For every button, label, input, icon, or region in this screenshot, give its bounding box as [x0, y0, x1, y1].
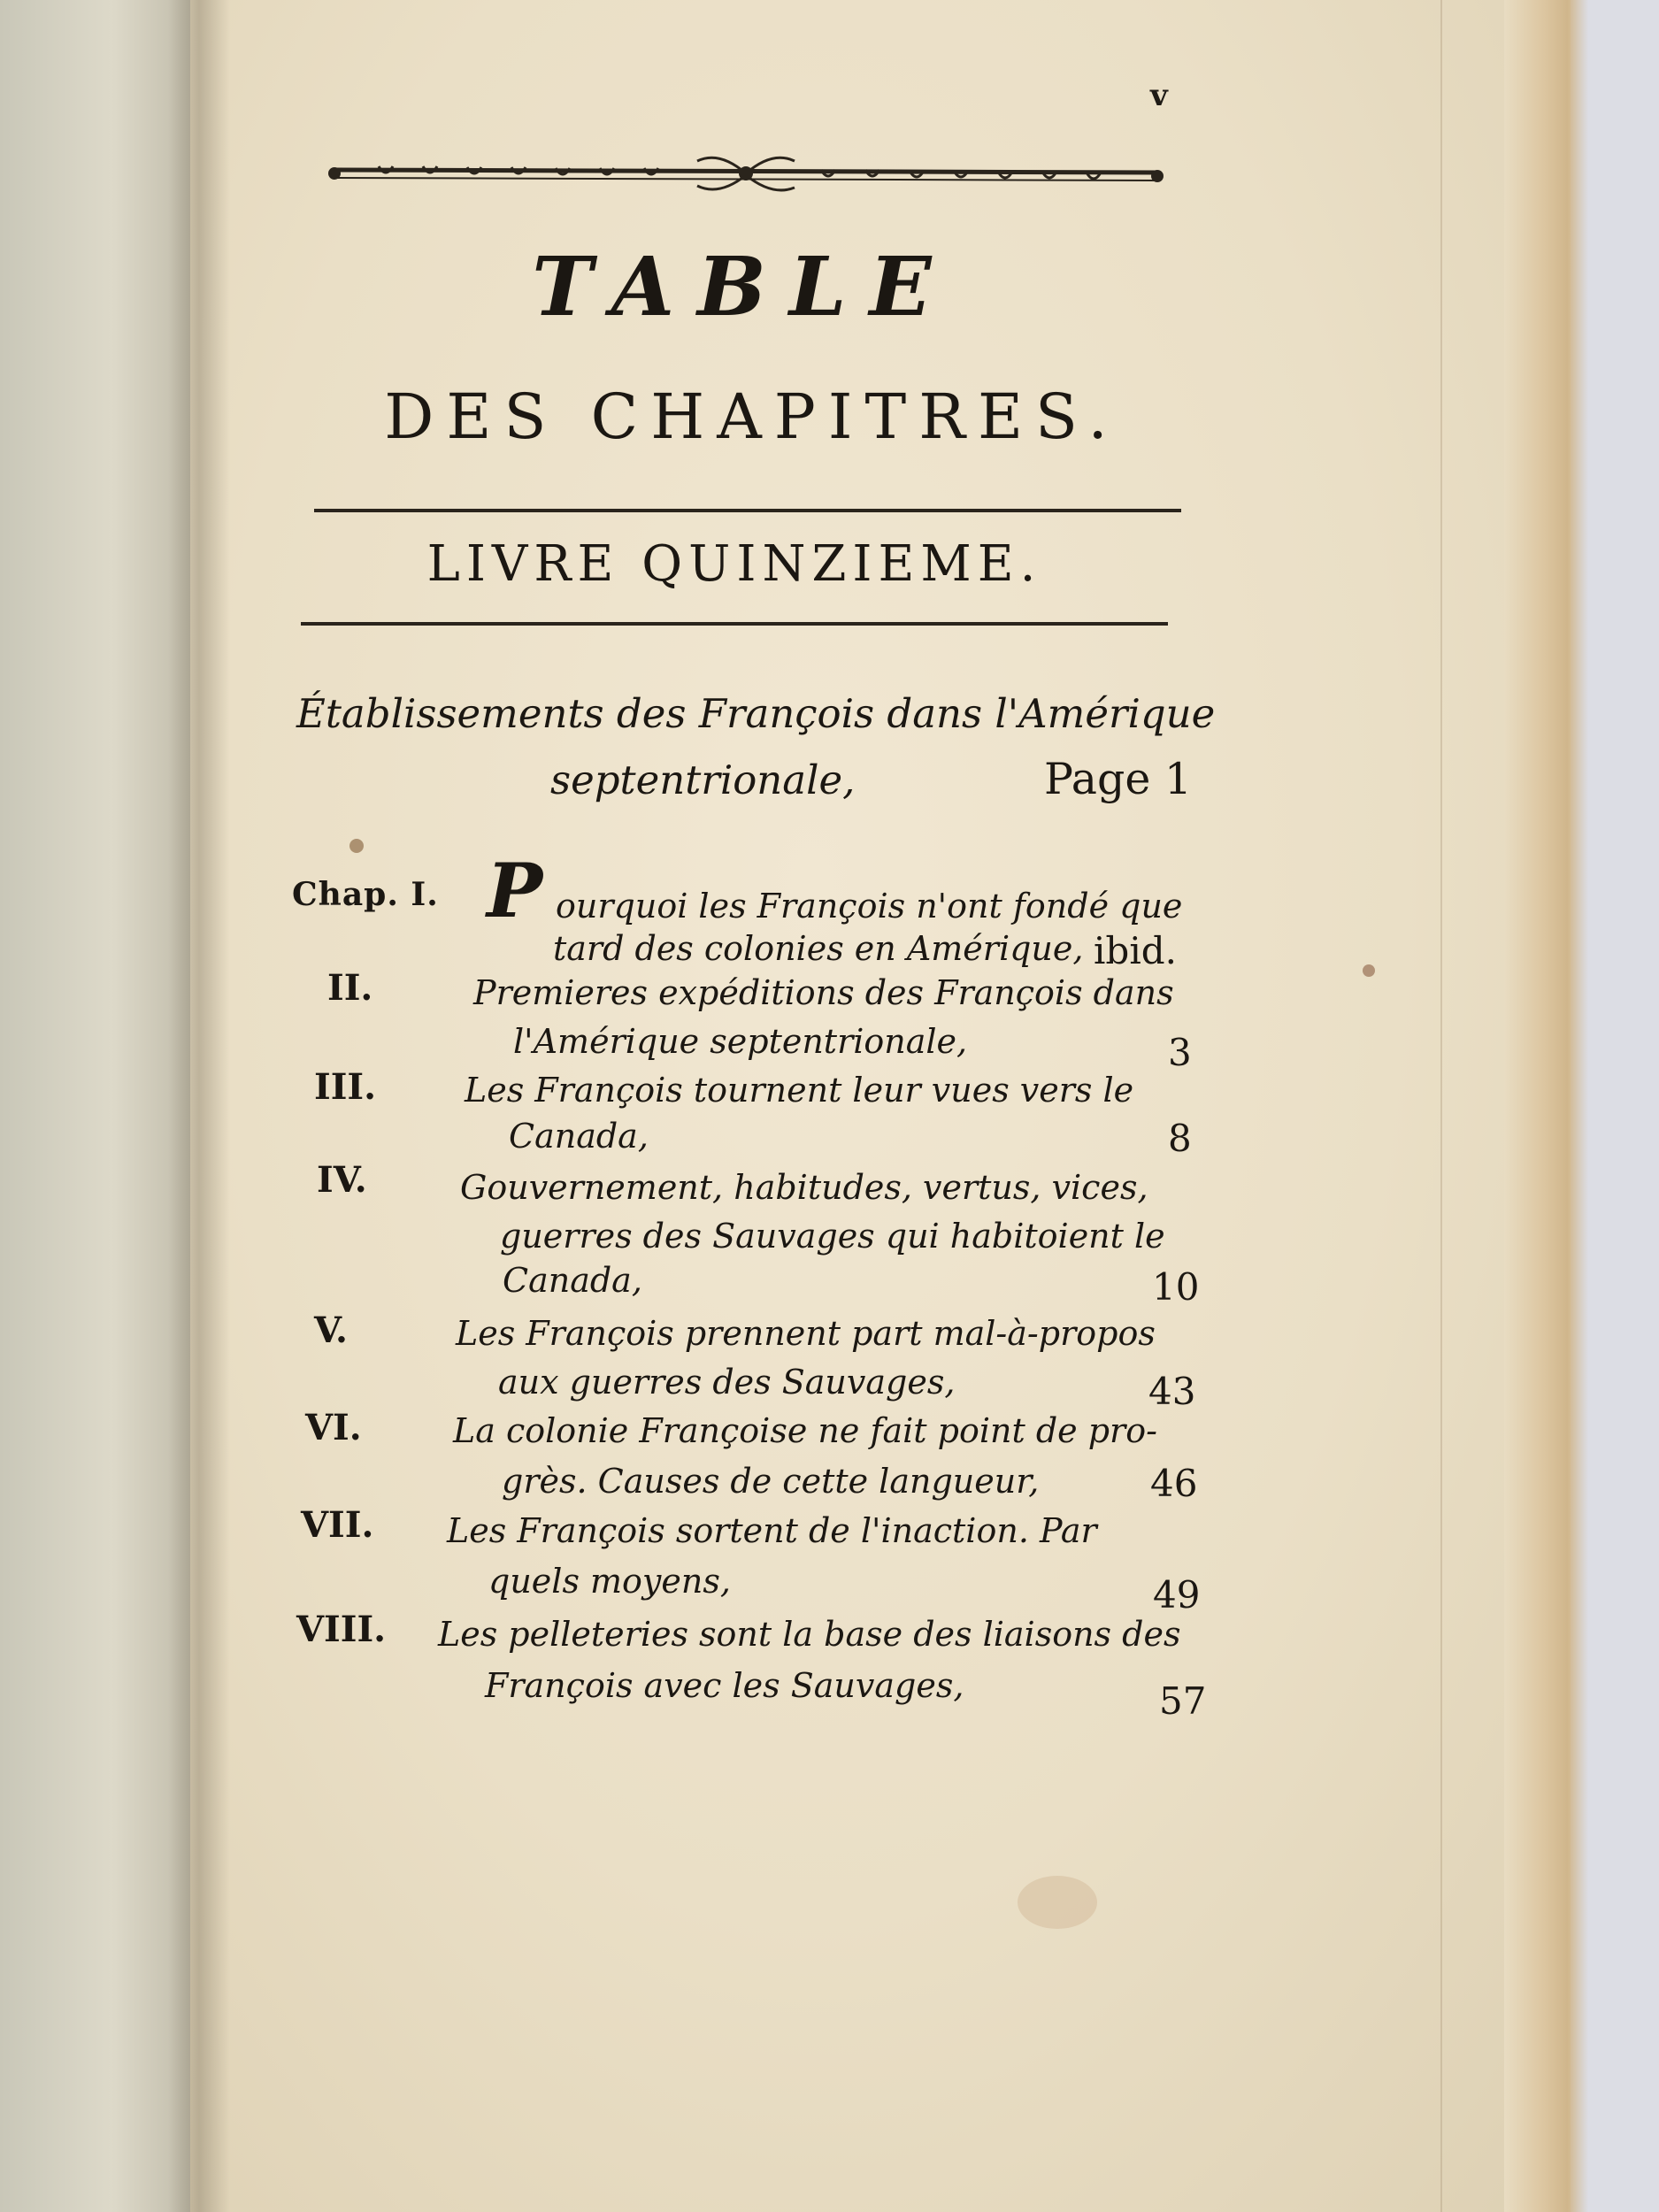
foxing-spot [349, 839, 364, 853]
divider-rule [314, 509, 1181, 512]
foxing-spot [1363, 964, 1375, 977]
chapter-page: 8 [1168, 1117, 1192, 1160]
chapter-title-line: Les François tournent leur vues vers le [465, 1071, 1134, 1110]
chapter-page: ibid. [1094, 929, 1177, 972]
intro-page-ref: Page 1 [1044, 754, 1193, 804]
chapter-number: III. [314, 1066, 377, 1108]
chapter-title-line: ourquoi les François n'ont fondé que [556, 887, 1183, 926]
chapter-number: IV. [317, 1159, 367, 1201]
chapter-number: VIII. [296, 1609, 387, 1650]
page-fold-line [1440, 0, 1442, 2212]
chapter-page: 10 [1152, 1265, 1200, 1309]
book-heading: LIVRE QUINZIEME. [426, 535, 1042, 593]
chapter-title-line: guerres des Sauvages qui habitoient le [500, 1217, 1165, 1256]
chapter-title-line: La colonie Françoise ne fait point de pro- [453, 1411, 1157, 1450]
chapter-title-line: Les François prennent part mal-à-propos [456, 1314, 1156, 1353]
chapter-label: Chap. I. [292, 876, 439, 913]
page-subtitle: DES CHAPITRES. [384, 380, 1120, 453]
page-title: TABLE [532, 239, 955, 334]
chapter-title-line: Les François sortent de l'inaction. Par [447, 1511, 1097, 1550]
chapter-page: 3 [1168, 1031, 1192, 1074]
chapter-title-line: grès. Causes de cette langueur, [502, 1462, 1040, 1501]
chapter-number: V. [314, 1310, 348, 1351]
chapter-title-line: quels moyens, [488, 1562, 731, 1601]
chapter-page: 43 [1148, 1370, 1196, 1413]
chapter-title-line: tard des colonies en Amérique, [553, 929, 1084, 968]
chapter-number: VII. [301, 1504, 374, 1546]
chapter-number: VI. [305, 1407, 362, 1448]
intro-line-2: septentrionale, [550, 757, 856, 803]
foxing-spot [1018, 1876, 1097, 1929]
chapter-title-line: Canada, [503, 1261, 642, 1300]
book-gutter [168, 0, 230, 2212]
divider-rule [301, 622, 1168, 626]
intro-line-1: Établissements des François dans l'Amérique [296, 690, 1216, 737]
chapter-page: 49 [1153, 1573, 1201, 1617]
ornament-border [326, 150, 1166, 195]
chapter-page: 57 [1159, 1679, 1207, 1723]
chapter-title-line: l'Amérique septentrionale, [513, 1022, 968, 1061]
chapter-page: 46 [1150, 1462, 1198, 1505]
page-number: v [1150, 78, 1168, 113]
chapter-title-line: Gouvernement, habitudes, vertus, vices, [460, 1168, 1148, 1207]
chapter-title-line: Premieres expéditions des François dans [473, 973, 1174, 1012]
chapter-title-line: Canada, [509, 1117, 649, 1156]
chapter-title-line: Les pelleteries sont la base des liaisons des [438, 1615, 1181, 1654]
chapter-number: II. [327, 967, 373, 1009]
chapter-title-line: aux guerres des Sauvages, [498, 1363, 956, 1402]
drop-cap: P [487, 847, 543, 934]
page-edge [1504, 0, 1588, 2212]
chapter-title-line: François avec les Sauvages, [485, 1666, 964, 1705]
